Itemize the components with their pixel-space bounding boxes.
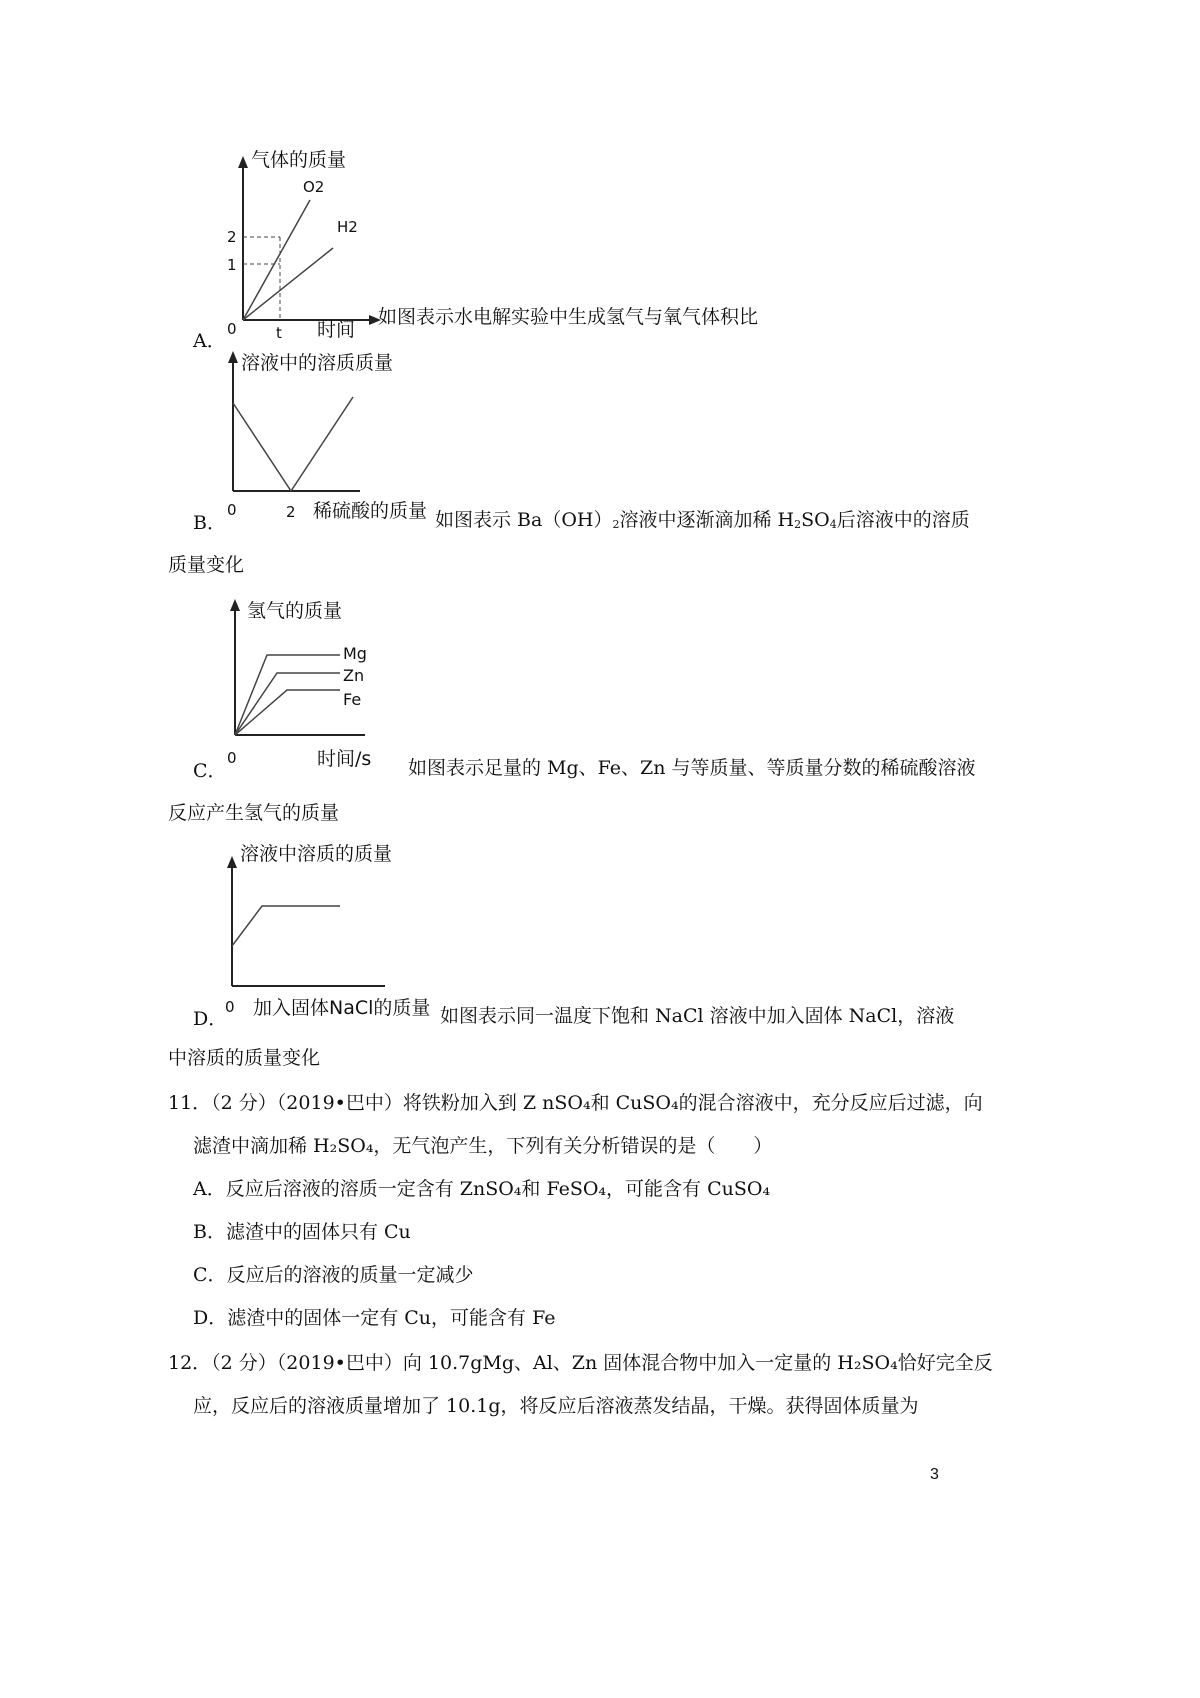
option-a-text: 如图表示水电解实验中生成氢气与氧气体积比	[378, 306, 759, 328]
figure-c-ylabel: 氢气的质量	[247, 600, 343, 622]
h2-line	[243, 248, 333, 320]
option-d-letter: D．	[193, 1008, 228, 1030]
q11-option-b: B．滤渣中的固体只有 Cu	[193, 1221, 411, 1243]
figure-b-curve	[233, 397, 353, 491]
option-b-letter: B．	[193, 512, 226, 534]
figure-a-ylabel: 气体的质量	[251, 149, 347, 171]
q12-line1: 12．（2 分）（2019•巴中）向 10.7gMg、Al、Zn 固体混合物中加入一定量的 H₂SO₄恰好完全反	[168, 1352, 993, 1374]
figure-a-origin: 0	[227, 320, 237, 338]
figure-b-xlabel: 稀硫酸的质量	[313, 500, 428, 522]
figure-d-graph	[225, 840, 445, 1025]
figure-a-tick-y-2: 2	[227, 228, 237, 246]
figure-d-origin: 0	[225, 998, 235, 1016]
option-c-text: 如图表示足量的 Mg、Fe、Zn 与等质量、等质量分数的稀硫酸溶液	[408, 757, 976, 779]
q11-line1: 11．（2 分）（2019•巴中）将铁粉加入到 Z nSO₄和 CuSO₄的混合溶液中，充分反应后过滤，向	[168, 1092, 983, 1114]
zn-line	[235, 673, 340, 735]
figure-c-line-label-zn: Zn	[343, 666, 365, 685]
option-d-text: 如图表示同一温度下饱和 NaCl 溶液中加入固体 NaCl，溶液	[440, 1005, 955, 1027]
figure-c-line-label-fe: Fe	[343, 690, 362, 709]
figure-d-ylabel: 溶液中溶质的质量	[240, 843, 393, 865]
q11-line2: 滤渣中滴加稀 H₂SO₄，无气泡产生，下列有关分析错误的是（ ）	[193, 1135, 773, 1157]
mg-line	[235, 655, 340, 735]
q12-line2: 应，反应后的溶液质量增加了 10.1g，将反应后溶液蒸发结晶，干燥。获得固体质量为	[193, 1395, 919, 1417]
option-d-text-cont: 中溶质的质量变化	[168, 1047, 321, 1069]
figure-b-tick-x: 2	[286, 503, 296, 521]
figure-a-xlabel: 时间	[317, 319, 356, 341]
o2-line	[243, 200, 310, 320]
figure-c-graph	[225, 593, 395, 773]
option-c-text-cont: 反应产生氢气的质量	[168, 802, 340, 824]
q11-option-a: A．反应后溶液的溶质一定含有 ZnSO₄和 FeSO₄，可能含有 CuSO₄	[193, 1178, 771, 1200]
figure-c-xlabel: 时间/s	[317, 748, 372, 770]
figure-a-line-label-h2: H2	[337, 218, 358, 236]
option-b-text: 如图表示 Ba（OH）2溶液中逐渐滴加稀 H2SO4后溶液中的溶质	[435, 509, 970, 531]
figure-b-origin: 0	[227, 501, 237, 519]
figure-b-graph	[225, 345, 440, 530]
figure-a-graph	[225, 150, 400, 340]
figure-c-line-label-mg: Mg	[343, 644, 367, 663]
figure-b-ylabel: 溶液中的溶质质量	[241, 352, 394, 374]
figure-a-tick-y-1: 1	[227, 256, 237, 274]
page-number: 3	[930, 1466, 939, 1483]
figure-d-xlabel: 加入固体NaCl的质量	[253, 997, 431, 1019]
figure-d-curve	[232, 906, 340, 946]
figure-a-tick-x-t: t	[276, 324, 282, 342]
option-a-letter: A．	[193, 330, 226, 352]
q11-option-d: D．滤渣中的固体一定有 Cu，可能含有 Fe	[193, 1307, 556, 1329]
option-c-letter: C．	[193, 760, 227, 782]
figure-c-origin: 0	[227, 749, 237, 767]
q11-option-c: C．反应后的溶液的质量一定减少	[193, 1264, 474, 1286]
option-b-text-cont: 质量变化	[168, 554, 245, 576]
figure-a-line-label-o2: O2	[303, 178, 325, 196]
